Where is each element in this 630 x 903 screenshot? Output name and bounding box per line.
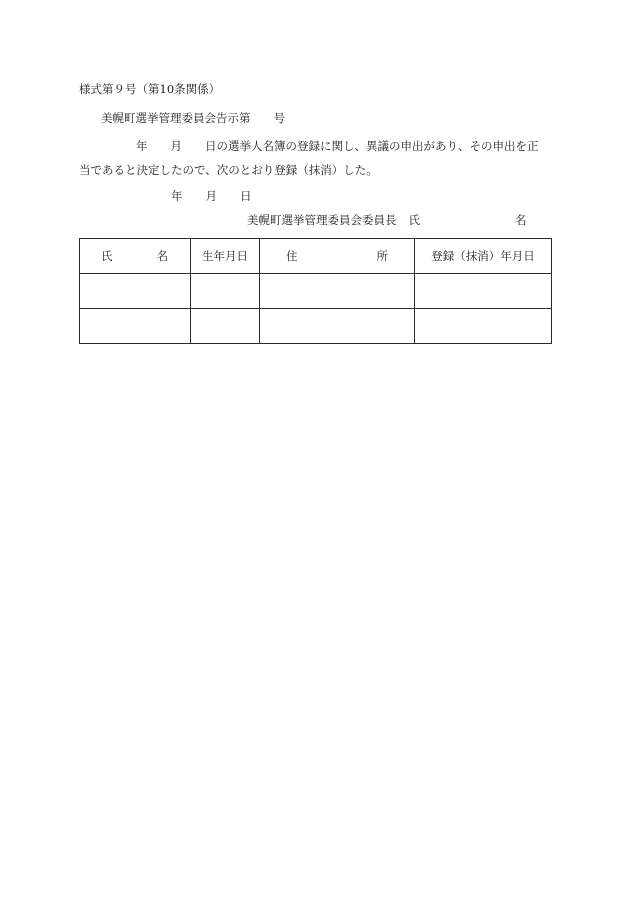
header-name-left: 氏 — [101, 249, 113, 263]
cell-date-registered — [415, 274, 552, 309]
header-name-right: 名 — [156, 249, 168, 263]
cell-address — [260, 309, 415, 344]
body-year: 年 — [136, 139, 148, 153]
cell-date-registered — [415, 309, 552, 344]
notice-title — [101, 111, 285, 125]
cell-birthdate — [191, 309, 260, 344]
notice-body-line2: 当であると決定したので、次のとおり登録（抹消）した。 — [79, 163, 378, 177]
header-date-registered-label: 登録（抹消）年月日 — [431, 249, 535, 263]
header-date-registered — [415, 239, 552, 274]
header-address-right: 所 — [376, 249, 388, 263]
body-rest: 日の選挙人名簿の登録に関し、異議の申出があり、その申出を正 — [205, 139, 539, 153]
header-birthdate — [191, 239, 260, 274]
signature-title: 美幌町選挙管理委員会委員長 — [247, 213, 397, 227]
date-month: 月 — [205, 189, 217, 203]
date-day: 日 — [240, 189, 252, 203]
cell-birthdate — [191, 274, 260, 309]
date-year: 年 — [171, 189, 183, 203]
signature-name-right: 名 — [515, 213, 527, 227]
form-number: 様式第９号（第10条関係） — [79, 82, 221, 96]
header-address — [260, 239, 415, 274]
table-header-row — [80, 239, 552, 274]
table-row — [80, 274, 552, 309]
table-row — [80, 309, 552, 344]
notice-title-suffix: 号 — [273, 111, 285, 125]
cell-address — [260, 274, 415, 309]
header-name — [80, 239, 191, 274]
notice-title-prefix: 美幌町選挙管理委員会告示第 — [101, 111, 251, 125]
signature-line — [247, 213, 527, 227]
register-table — [79, 238, 552, 344]
header-birthdate-label: 生年月日 — [202, 249, 248, 263]
signature-name-left: 氏 — [408, 213, 420, 227]
header-address-left: 住 — [286, 249, 298, 263]
cell-name — [80, 274, 191, 309]
notice-body-line1 — [136, 139, 539, 153]
notice-date — [171, 189, 252, 203]
cell-name — [80, 309, 191, 344]
body-month: 月 — [170, 139, 182, 153]
